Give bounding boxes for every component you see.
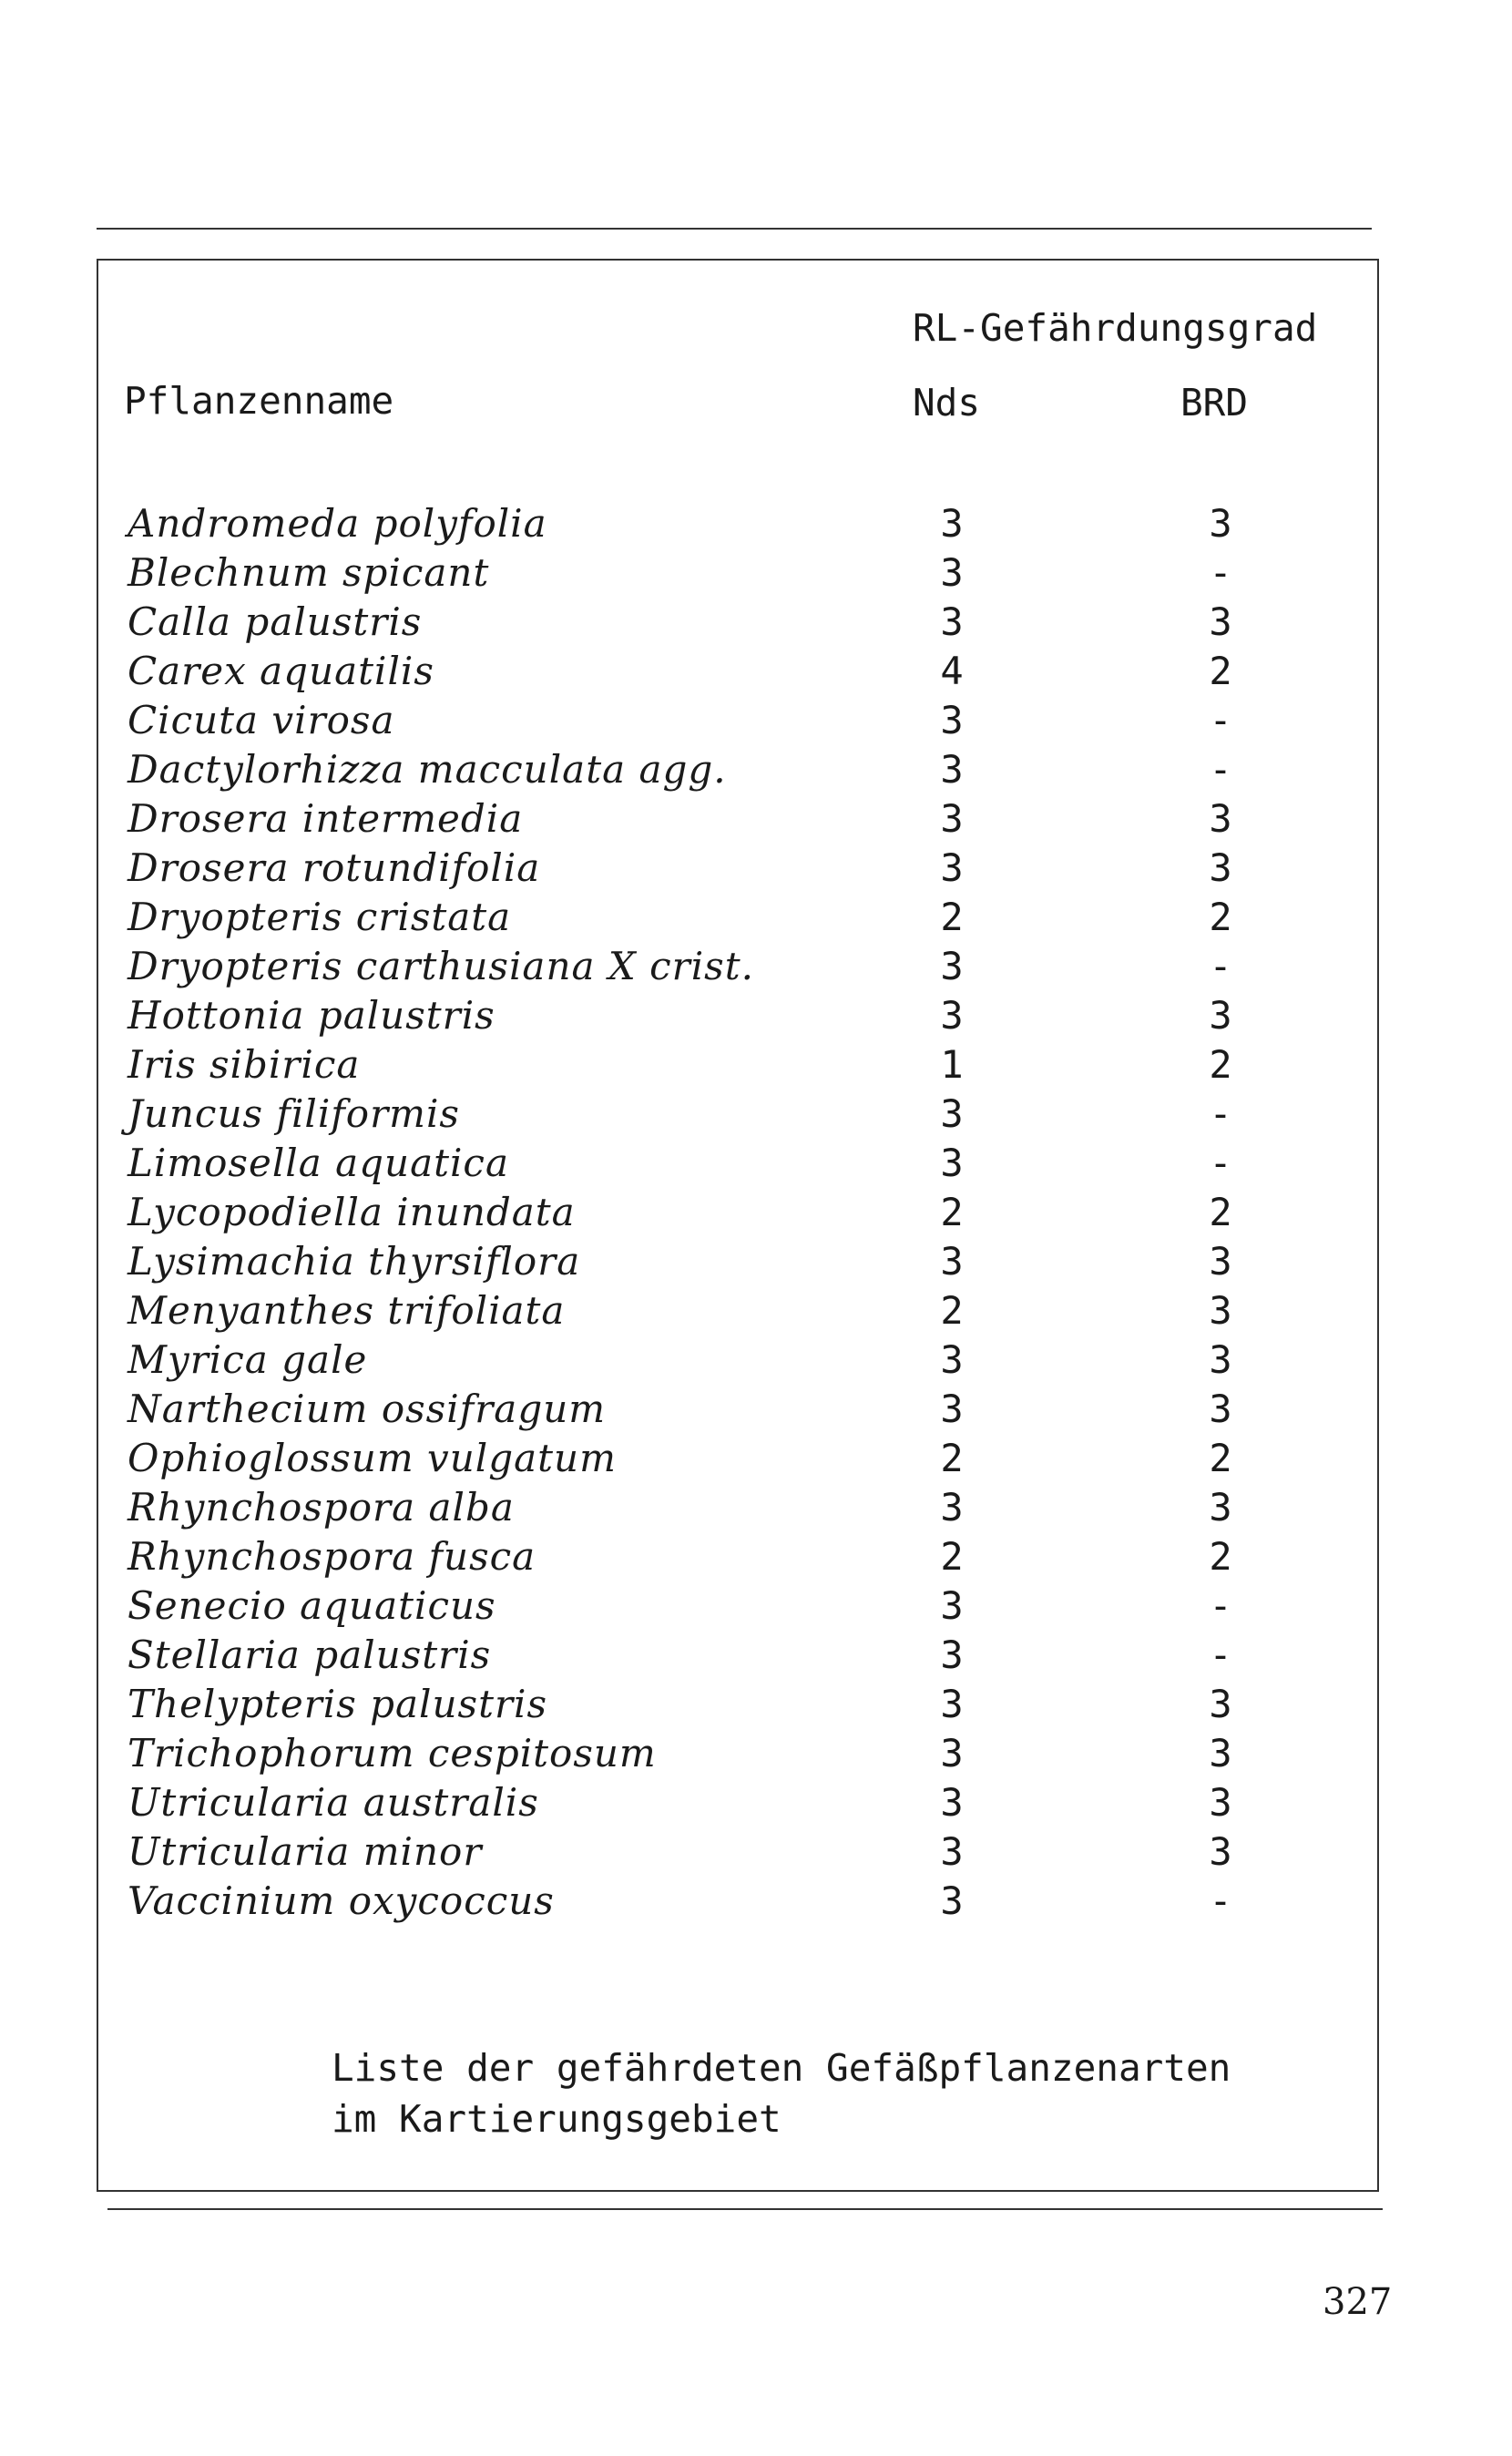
table-row bbox=[0, 1827, 1512, 1877]
nds-grade: 3 bbox=[940, 1091, 964, 1136]
species-table bbox=[0, 499, 1512, 1926]
brd-grade: - bbox=[1209, 698, 1232, 742]
species-name: Ophioglossum vulgatum bbox=[128, 1436, 617, 1480]
brd-grade: 3 bbox=[1209, 1337, 1232, 1382]
table-row bbox=[0, 1090, 1512, 1139]
brd-grade: 2 bbox=[1209, 1042, 1232, 1087]
nds-grade: 3 bbox=[940, 550, 964, 595]
species-name: Carex aquatilis bbox=[128, 649, 434, 693]
table-row bbox=[0, 942, 1512, 991]
table-row bbox=[0, 794, 1512, 844]
brd-grade: 2 bbox=[1209, 649, 1232, 693]
brd-grade: 2 bbox=[1209, 1534, 1232, 1579]
nds-grade: 3 bbox=[940, 747, 964, 792]
species-name: Utricularia minor bbox=[128, 1829, 483, 1874]
species-name: Stellaria palustris bbox=[128, 1632, 492, 1677]
nds-grade: 3 bbox=[940, 1239, 964, 1284]
table-row bbox=[0, 991, 1512, 1040]
species-name: Dryopteris carthusiana X crist. bbox=[128, 944, 754, 988]
species-name: Rhynchospora alba bbox=[128, 1485, 515, 1530]
brd-grade: - bbox=[1209, 550, 1232, 595]
table-row bbox=[0, 1483, 1512, 1532]
table-row bbox=[0, 1286, 1512, 1335]
table-row bbox=[0, 1188, 1512, 1237]
header-name-label: Pflanzenname bbox=[124, 379, 394, 423]
species-name: Dryopteris cristata bbox=[128, 895, 512, 939]
species-name: Drosera rotundifolia bbox=[128, 845, 541, 890]
table-caption bbox=[332, 2042, 1231, 2144]
nds-grade: 3 bbox=[940, 1731, 964, 1775]
species-name: Andromeda polyfolia bbox=[128, 501, 547, 546]
table-row bbox=[0, 1631, 1512, 1680]
table-row bbox=[0, 1778, 1512, 1827]
brd-grade: 3 bbox=[1209, 845, 1232, 890]
table-row bbox=[0, 1532, 1512, 1581]
table-row bbox=[0, 1385, 1512, 1434]
caption-line-1: Liste der gefährdeten Gefäßpflanzenarten bbox=[332, 2046, 1231, 2090]
brd-grade: 3 bbox=[1209, 993, 1232, 1038]
brd-grade: 3 bbox=[1209, 1682, 1232, 1726]
brd-grade: 2 bbox=[1209, 895, 1232, 939]
header-group-label: RL-Gefährdungsgrad bbox=[913, 306, 1318, 350]
nds-grade: 3 bbox=[940, 1682, 964, 1726]
table-row bbox=[0, 1139, 1512, 1188]
species-name: Senecio aquaticus bbox=[128, 1583, 496, 1628]
caption-line-2: im Kartierungsgebiet bbox=[332, 2097, 782, 2141]
nds-grade: 3 bbox=[940, 796, 964, 841]
brd-grade: 2 bbox=[1209, 1190, 1232, 1234]
species-name: Myrica gale bbox=[128, 1337, 368, 1382]
nds-grade: 3 bbox=[940, 845, 964, 890]
nds-grade: 3 bbox=[940, 1337, 964, 1382]
table-row bbox=[0, 844, 1512, 893]
brd-grade: - bbox=[1209, 1583, 1232, 1628]
nds-grade: 2 bbox=[940, 1190, 964, 1234]
brd-grade: 3 bbox=[1209, 1829, 1232, 1874]
header-brd-label: BRD bbox=[1180, 381, 1249, 425]
nds-grade: 3 bbox=[940, 1141, 964, 1185]
page-number: 327 bbox=[1323, 2281, 1393, 2323]
table-row bbox=[0, 1335, 1512, 1385]
brd-grade: 3 bbox=[1209, 1387, 1232, 1431]
brd-grade: - bbox=[1209, 1091, 1232, 1136]
species-name: Lysimachia thyrsiflora bbox=[128, 1239, 581, 1284]
brd-grade: - bbox=[1209, 1141, 1232, 1185]
table-row bbox=[0, 893, 1512, 942]
table-row bbox=[0, 1237, 1512, 1286]
species-name: Rhynchospora fusca bbox=[128, 1534, 536, 1579]
nds-grade: 3 bbox=[940, 1780, 964, 1825]
nds-grade: 2 bbox=[940, 1436, 964, 1480]
nds-grade: 2 bbox=[940, 1288, 964, 1333]
species-name: Blechnum spicant bbox=[128, 550, 490, 595]
brd-grade: 3 bbox=[1209, 599, 1232, 644]
brd-grade: - bbox=[1209, 944, 1232, 988]
brd-grade: - bbox=[1209, 1632, 1232, 1677]
species-name: Calla palustris bbox=[128, 599, 423, 644]
table-row bbox=[0, 598, 1512, 647]
brd-grade: 3 bbox=[1209, 796, 1232, 841]
species-name: Cicuta virosa bbox=[128, 698, 395, 742]
nds-grade: 3 bbox=[940, 1583, 964, 1628]
table-row bbox=[0, 499, 1512, 548]
nds-grade: 3 bbox=[940, 1485, 964, 1530]
species-name: Iris sibirica bbox=[128, 1042, 361, 1087]
species-name: Utricularia australis bbox=[128, 1780, 539, 1825]
nds-grade: 3 bbox=[940, 1829, 964, 1874]
top-rule bbox=[97, 228, 1372, 230]
species-name: Menyanthes trifoliata bbox=[128, 1288, 566, 1333]
species-name: Dactylorhizza macculata agg. bbox=[128, 747, 727, 792]
brd-grade: 3 bbox=[1209, 1485, 1232, 1530]
nds-grade: 3 bbox=[940, 993, 964, 1038]
brd-grade: - bbox=[1209, 1878, 1232, 1923]
nds-grade: 4 bbox=[940, 649, 964, 693]
table-row bbox=[0, 1040, 1512, 1090]
nds-grade: 3 bbox=[940, 1878, 964, 1923]
species-name: Drosera intermedia bbox=[128, 796, 524, 841]
species-name: Limosella aquatica bbox=[128, 1141, 509, 1185]
table-row bbox=[0, 647, 1512, 696]
nds-grade: 2 bbox=[940, 1534, 964, 1579]
table-row bbox=[0, 1680, 1512, 1729]
species-name: Trichophorum cespitosum bbox=[128, 1731, 657, 1775]
brd-grade: 3 bbox=[1209, 1731, 1232, 1775]
brd-grade: 3 bbox=[1209, 1288, 1232, 1333]
table-row bbox=[0, 1877, 1512, 1926]
nds-grade: 3 bbox=[940, 599, 964, 644]
brd-grade: - bbox=[1209, 747, 1232, 792]
nds-grade: 3 bbox=[940, 501, 964, 546]
brd-grade: 3 bbox=[1209, 1239, 1232, 1284]
species-name: Juncus filiformis bbox=[128, 1091, 460, 1136]
table-row bbox=[0, 1434, 1512, 1483]
bottom-rule bbox=[107, 2208, 1383, 2210]
table-row bbox=[0, 696, 1512, 745]
nds-grade: 3 bbox=[940, 1632, 964, 1677]
header-nds-label: Nds bbox=[913, 381, 981, 425]
species-name: Narthecium ossifragum bbox=[128, 1387, 607, 1431]
nds-grade: 2 bbox=[940, 895, 964, 939]
species-name: Thelypteris palustris bbox=[128, 1682, 548, 1726]
brd-grade: 3 bbox=[1209, 501, 1232, 546]
brd-grade: 2 bbox=[1209, 1436, 1232, 1480]
table-row bbox=[0, 745, 1512, 794]
nds-grade: 1 bbox=[940, 1042, 964, 1087]
species-name: Lycopodiella inundata bbox=[128, 1190, 576, 1234]
species-name: Hottonia palustris bbox=[128, 993, 495, 1038]
nds-grade: 3 bbox=[940, 1387, 964, 1431]
table-row bbox=[0, 1581, 1512, 1631]
species-name: Vaccinium oxycoccus bbox=[128, 1878, 555, 1923]
brd-grade: 3 bbox=[1209, 1780, 1232, 1825]
table-row bbox=[0, 548, 1512, 598]
nds-grade: 3 bbox=[940, 698, 964, 742]
nds-grade: 3 bbox=[940, 944, 964, 988]
table-row bbox=[0, 1729, 1512, 1778]
